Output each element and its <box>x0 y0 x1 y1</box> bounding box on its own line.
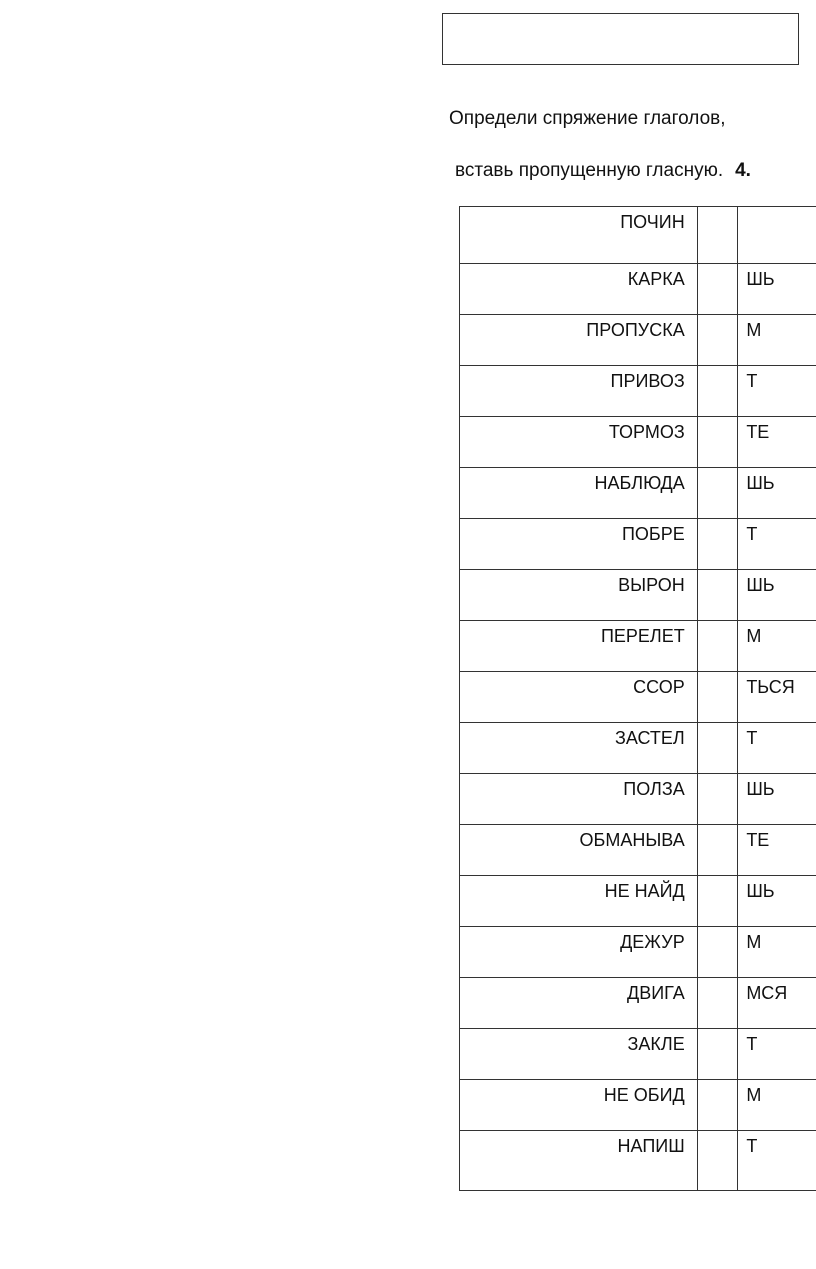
missing-vowel-cell[interactable] <box>697 672 738 723</box>
verb-ending-cell <box>738 519 816 570</box>
missing-vowel-cell[interactable] <box>697 825 738 876</box>
verb-ending: ТЬСЯ <box>746 677 795 697</box>
verb-stem: ВЫРОН <box>618 575 685 595</box>
verb-stem-cell <box>460 1131 698 1191</box>
table-row <box>460 1131 816 1191</box>
verb-stem-cell <box>460 570 698 621</box>
table-row <box>460 468 816 519</box>
verb-ending-cell <box>738 723 816 774</box>
table-row <box>460 417 816 468</box>
verb-stem-cell <box>460 207 698 264</box>
missing-vowel-cell[interactable] <box>697 468 738 519</box>
missing-vowel-cell[interactable] <box>697 978 738 1029</box>
table-row <box>460 264 816 315</box>
missing-vowel-cell[interactable] <box>697 876 738 927</box>
verb-ending-cell <box>738 672 816 723</box>
verb-stem: ДВИГА <box>627 983 685 1003</box>
verb-ending-cell <box>738 1029 816 1080</box>
missing-vowel-cell[interactable] <box>697 621 738 672</box>
missing-vowel-cell[interactable] <box>697 519 738 570</box>
table-row <box>460 774 816 825</box>
verb-stem-cell <box>460 417 698 468</box>
verb-stem: ПРОПУСКА <box>586 320 685 340</box>
missing-vowel-cell[interactable] <box>697 417 738 468</box>
missing-vowel-cell[interactable] <box>697 366 738 417</box>
table-row <box>460 315 816 366</box>
verb-ending-cell <box>738 417 816 468</box>
missing-vowel-cell[interactable] <box>697 927 738 978</box>
verb-stem-cell <box>460 1080 698 1131</box>
verb-ending: МСЯ <box>746 983 788 1003</box>
verb-stem-cell <box>460 978 698 1029</box>
table-row <box>460 978 816 1029</box>
verb-stem: НАБЛЮДА <box>594 473 685 493</box>
missing-vowel-cell[interactable] <box>697 207 738 264</box>
verb-ending: М <box>746 626 762 646</box>
table-row <box>460 519 816 570</box>
verb-ending-cell <box>738 621 816 672</box>
table-row <box>460 1080 816 1131</box>
verb-stem-cell <box>460 621 698 672</box>
verb-ending: Т <box>746 728 758 748</box>
verb-stem: ПОБРЕ <box>621 524 685 544</box>
verb-stem: ЗАСТЕЛ <box>615 728 685 748</box>
verb-ending-cell <box>738 774 816 825</box>
missing-vowel-cell[interactable] <box>697 1131 738 1191</box>
table-row <box>460 723 816 774</box>
verb-stem-cell <box>460 264 698 315</box>
table-row <box>460 366 816 417</box>
missing-vowel-cell[interactable] <box>697 264 738 315</box>
verb-ending-cell <box>738 468 816 519</box>
table-row <box>460 876 816 927</box>
verb-ending: ТЕ <box>746 830 770 850</box>
verb-ending: Т <box>746 1034 758 1054</box>
verb-stem-cell <box>460 927 698 978</box>
verb-stem: НАПИШ <box>617 1136 685 1156</box>
missing-vowel-cell[interactable] <box>697 315 738 366</box>
verb-stem: ПЕРЕЛЕТ <box>600 626 685 646</box>
verb-ending: Т <box>746 1136 758 1156</box>
verb-stem-cell <box>460 468 698 519</box>
missing-vowel-cell[interactable] <box>697 570 738 621</box>
table-row <box>460 1029 816 1080</box>
verb-ending-cell <box>738 207 816 264</box>
instruction-text-2: вставь пропущенную гласную. <box>455 160 724 181</box>
verb-stem-cell <box>460 876 698 927</box>
verb-ending: ТЕ <box>746 422 770 442</box>
instruction-text-1: Определи спряжение глаголов, <box>449 108 726 129</box>
verb-ending-cell <box>738 1131 816 1191</box>
verb-ending-cell <box>738 264 816 315</box>
verb-stem: ЗАКЛЕ <box>627 1034 685 1054</box>
verb-stem-cell <box>460 315 698 366</box>
verb-ending-cell <box>738 927 816 978</box>
instruction-line-1 <box>449 108 726 130</box>
verb-ending-cell <box>738 876 816 927</box>
verb-stem: НЕ НАЙД <box>604 881 685 901</box>
verb-ending: ШЬ <box>746 269 775 289</box>
verb-stem-cell <box>460 519 698 570</box>
missing-vowel-cell[interactable] <box>697 774 738 825</box>
verb-ending-cell <box>738 366 816 417</box>
verb-stem: КАРКА <box>627 269 685 289</box>
verb-ending-cell <box>738 570 816 621</box>
name-box[interactable] <box>442 13 799 65</box>
missing-vowel-cell[interactable] <box>697 723 738 774</box>
verb-stem: ПРИВОЗ <box>610 371 685 391</box>
instruction-line-2 <box>455 160 751 182</box>
missing-vowel-cell[interactable] <box>697 1080 738 1131</box>
verb-stem-cell <box>460 723 698 774</box>
table-row <box>460 825 816 876</box>
verb-ending: Т <box>746 524 758 544</box>
verb-stem: ТОРМОЗ <box>608 422 685 442</box>
verb-stem-cell <box>460 672 698 723</box>
verb-ending: ШЬ <box>746 881 775 901</box>
table-row <box>460 207 816 264</box>
verb-ending-cell <box>738 825 816 876</box>
table-row <box>460 570 816 621</box>
verb-stem-cell <box>460 366 698 417</box>
verb-stem-cell <box>460 774 698 825</box>
verb-table <box>459 206 816 1191</box>
verb-stem: ОБМАНЫВА <box>579 830 685 850</box>
verb-stem-cell <box>460 1029 698 1080</box>
verb-ending: ШЬ <box>746 575 775 595</box>
missing-vowel-cell[interactable] <box>697 1029 738 1080</box>
verb-stem: ДЕЖУР <box>620 932 685 952</box>
verb-ending: ШЬ <box>746 779 775 799</box>
verb-table-body <box>460 207 816 1191</box>
verb-ending: Т <box>746 371 758 391</box>
task-number: 4. <box>735 160 751 181</box>
verb-ending: ШЬ <box>746 473 775 493</box>
verb-ending: М <box>746 932 762 952</box>
verb-stem: ПОЛЗА <box>623 779 685 799</box>
verb-stem: НЕ ОБИД <box>603 1085 685 1105</box>
verb-stem: ССОР <box>633 677 685 697</box>
verb-ending-cell <box>738 1080 816 1131</box>
verb-ending: М <box>746 1085 762 1105</box>
table-row <box>460 621 816 672</box>
verb-ending-cell <box>738 315 816 366</box>
verb-stem: ПОЧИН <box>620 212 685 232</box>
table-row <box>460 672 816 723</box>
verb-ending: М <box>746 320 762 340</box>
verb-ending-cell <box>738 978 816 1029</box>
verb-stem-cell <box>460 825 698 876</box>
table-row <box>460 927 816 978</box>
